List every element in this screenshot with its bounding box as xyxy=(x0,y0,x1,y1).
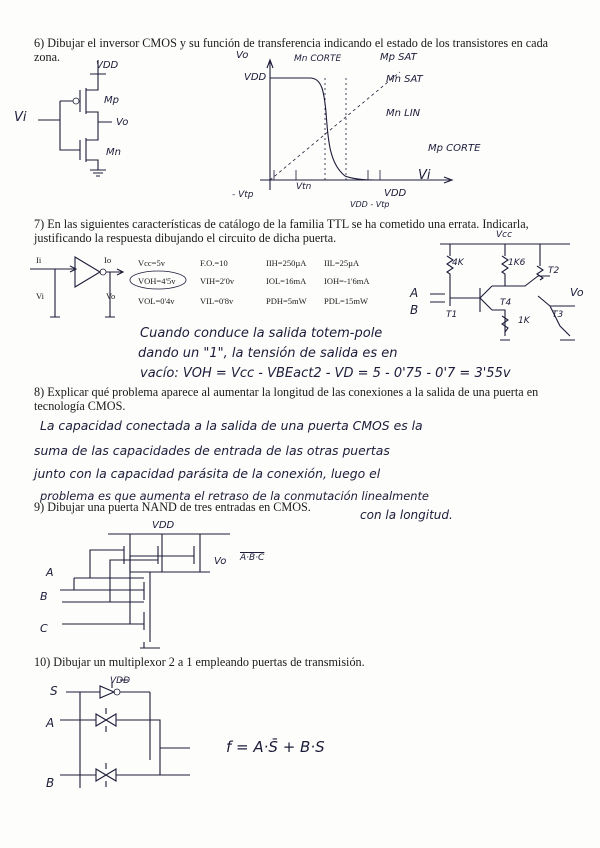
q8-answer-line-4: problema es que aumenta el retraso de la conmutación linealmente xyxy=(40,489,429,503)
spec-vcc: Vcc=5v xyxy=(138,258,165,268)
spec-vih: VIH=2'0v xyxy=(200,276,235,286)
nand-c-label: C xyxy=(40,622,48,635)
nand-b-label: B xyxy=(40,590,48,603)
mux-transmission-gate-schematic xyxy=(40,680,240,800)
mux-function-label: f = A·S̄ + B·S xyxy=(226,738,325,756)
ttl-t3-label: T3 xyxy=(552,310,564,320)
question-10: 10) Dibujar un multiplexor 2 a 1 empleando puertas de transmisión. xyxy=(34,655,365,669)
nand-vdd-label: VDD xyxy=(152,520,175,531)
inverter-vi-label: Vi xyxy=(14,110,27,125)
mux-s-label: S xyxy=(50,684,58,698)
q7-answer-line-2: dando un "1", la tensión de salida es en xyxy=(138,346,398,361)
question-9: 9) Dibujar una puerta NAND de tres entradas en CMOS. xyxy=(34,500,311,514)
spec-vol: VOL=0'4v xyxy=(138,296,175,306)
ttl-r1-label: 4K xyxy=(452,258,464,268)
graph-vo-label: Vo xyxy=(236,50,249,61)
spec-iil: IIL=25µA xyxy=(324,258,360,268)
vdd-vtp-label: VDD - Vtp xyxy=(350,200,390,209)
axis-vi-label: Vi xyxy=(418,168,431,183)
question-8: 8) Explicar qué problema aparece al aumentar la longitud de las conexiones a la salida de una puerta en tecnología CMOS. xyxy=(34,385,539,413)
mux-a-label: A xyxy=(46,716,55,730)
ttl-gate-circuit xyxy=(420,236,580,346)
spec-fo: F.O.=10 xyxy=(200,258,228,268)
ttl-vcc-label: Vcc xyxy=(496,230,513,240)
q7-answer-line-3: vacío: VOH = Vcc - VBEact2 - VD = 5 - 0'75 - 0'7 = 3'55v xyxy=(140,366,511,381)
ttl-vo-label: Vo xyxy=(570,286,584,299)
nand-vo-label: Vo xyxy=(214,556,227,567)
q8-answer-line-1: La capacidad conectada a la salida de una puerta CMOS es la xyxy=(40,418,423,433)
inverter-vdd-label: VDD xyxy=(96,60,119,71)
vtn-label: Vtn xyxy=(296,182,312,192)
q8-answer-line-5: con la longitud. xyxy=(360,508,453,522)
ttl-t2-label: T2 xyxy=(548,266,560,276)
ttl-t4-label: T4 xyxy=(500,298,512,308)
q7-answer-line-1: Cuando conduce la salida totem-pole xyxy=(140,326,383,341)
ttl-r2-label: 1K6 xyxy=(508,258,526,268)
ttl-r3-label: 1K xyxy=(518,316,530,326)
ttl-inverter-symbol xyxy=(30,255,130,325)
nand3-cmos-schematic xyxy=(40,520,280,650)
question-6: 6) Dibujar el inversor CMOS y su función de transferencia indicando el estado de los transistores en cada zona. xyxy=(34,36,549,64)
graph-vdd-label: VDD xyxy=(244,72,267,83)
inverter-vo-label: Vo xyxy=(116,117,129,128)
spec-iol: IOL=16mA xyxy=(266,276,307,286)
vi-label: Vi xyxy=(36,291,44,301)
spec-vil: VIL=0'8v xyxy=(200,296,234,306)
mux-b-label: B xyxy=(46,776,55,790)
mn-sat-label: Mn SAT xyxy=(386,74,423,85)
mn-corte-label: Mn CORTE xyxy=(294,54,342,64)
minus-vtp-label: - Vtp xyxy=(232,190,254,200)
spec-voh: VOH=4'5v xyxy=(138,276,176,286)
ttl-a-label: A xyxy=(410,286,419,300)
ttl-t1-label: T1 xyxy=(446,310,458,320)
voh-circle xyxy=(130,270,190,290)
axis-vdd-label: VDD xyxy=(384,188,407,199)
vo-label: Vo xyxy=(106,291,116,301)
nand-a-label: A xyxy=(46,566,54,579)
q8-answer-line-3: junto con la capacidad parásita de la conexión, luego el xyxy=(34,466,381,481)
mp-sat-label: Mp SAT xyxy=(380,52,417,63)
nand-expression-label: A·B·C xyxy=(240,553,265,563)
spec-pdl: PDL=15mW xyxy=(324,296,368,306)
mux-vdd-label: VDD xyxy=(110,676,131,686)
ii-label: Ii xyxy=(36,255,42,265)
mp-corte-label: Mp CORTE xyxy=(428,143,481,154)
inverter-mp-label: Mp xyxy=(104,95,119,106)
ttl-b-label: B xyxy=(410,303,419,317)
question-7: 7) En las siguientes características de catálogo de la familia TTL se ha cometido una errata. Indicarla, justificando la respuesta dibujando el circuito de dicha puerta. xyxy=(34,217,529,245)
spec-ioh: IOH=-1'6mA xyxy=(324,276,370,286)
spec-pdh: PDH=5mW xyxy=(266,296,307,306)
io-label: Io xyxy=(104,255,112,265)
q8-answer-line-2: suma de las capacidades de entrada de las otras puertas xyxy=(34,443,390,458)
inverter-mn-label: Mn xyxy=(106,147,121,158)
mn-lin-label: Mn LIN xyxy=(386,108,421,119)
spec-iih: IIH=250µA xyxy=(266,258,307,268)
